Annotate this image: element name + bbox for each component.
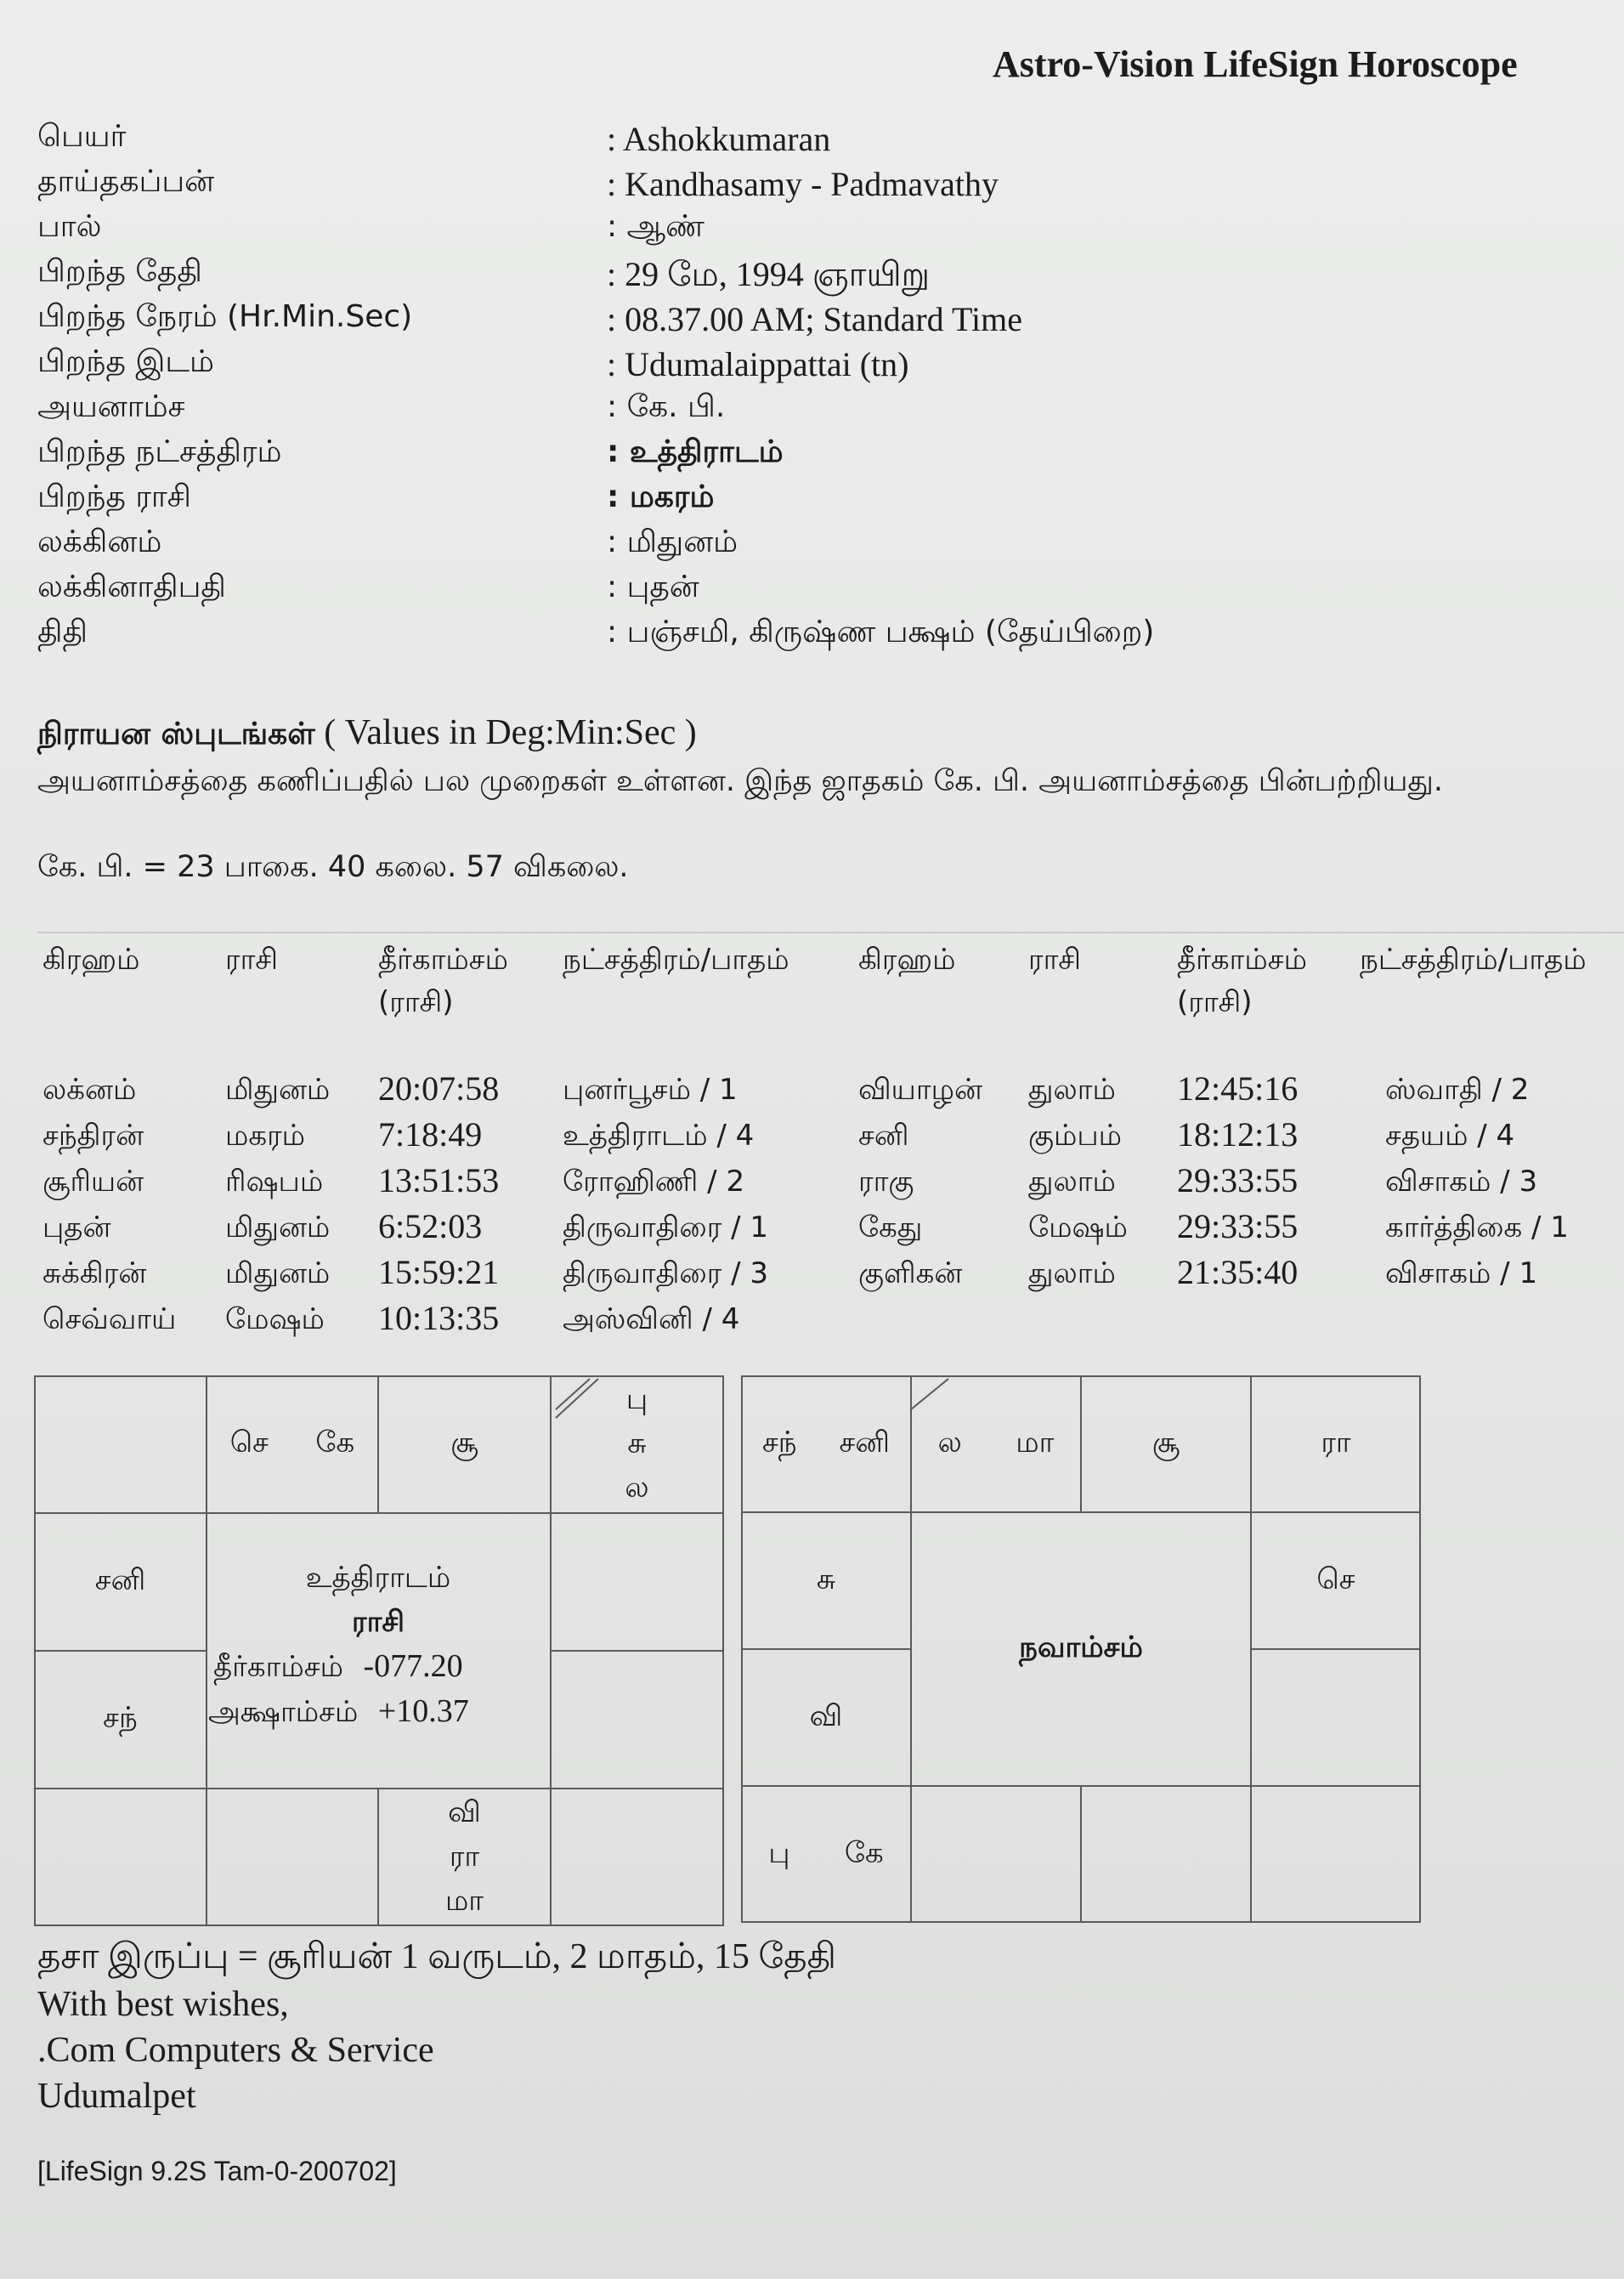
detail-ayanamsa: [37, 389, 1482, 434]
detail-birth-place: [37, 344, 1482, 389]
planet-abbr: சனி: [839, 1425, 891, 1460]
detail-birth-date: [37, 254, 1482, 299]
planet-abbr: மா: [1016, 1425, 1055, 1460]
navamsa-chart-center: [911, 1512, 1251, 1786]
planet-name: சனி: [858, 1119, 909, 1153]
planet-abbr: வி: [809, 1698, 843, 1733]
planet-star: சதயம் / 4: [1385, 1119, 1515, 1153]
col-header-longitude-label: தீர்காம்சம்: [1177, 943, 1307, 977]
detail-lagnam: [37, 524, 1482, 570]
planet-rasi: கும்பம்: [1028, 1119, 1123, 1153]
planet-rasi: மிதுனம்: [225, 1256, 331, 1290]
longitude-line: [208, 1644, 548, 1689]
center-title: ராசி: [352, 1605, 405, 1639]
planet-star: திருவாதிரை / 1: [563, 1210, 768, 1244]
kp-ayanamsa-value: கே. பி. = 23 பாகை. 40 கலை. 57 விகலை.: [37, 850, 629, 884]
detail-value: : 08.37.00 AM; Standard Time: [607, 300, 1022, 338]
detail-name: [37, 119, 1482, 164]
ayanamsa-intro: அயனாம்சத்தை கணிப்பதில் பல முறைகள் உள்ளன. இந்த ஜாதகம் கே. பி. அயனாம்சத்தை பின்பற்றியது.: [37, 764, 1444, 798]
detail-gender: [37, 209, 1482, 254]
planet-longitude: 20:07:58: [378, 1069, 500, 1108]
planet-longitude: 13:51:53: [378, 1161, 500, 1199]
detail-label: லக்கினம்: [37, 524, 162, 559]
detail-label: பிறந்த இடம்: [37, 344, 214, 379]
planet-longitude: 15:59:21: [378, 1253, 500, 1291]
planet-name: புதன்: [42, 1210, 111, 1244]
house-cancer: [1251, 1512, 1421, 1649]
detail-value: : ஆண்: [607, 209, 704, 244]
planet-abbr: பு: [768, 1835, 790, 1870]
planet-rasi: மிதுனம்: [225, 1073, 331, 1107]
detail-value: : Kandhasamy - Padmavathy: [607, 165, 999, 203]
planet-longitude: 18:12:13: [1177, 1115, 1299, 1154]
col-header-longitude-sub: (ராசி): [378, 985, 454, 1019]
detail-value: : 29 மே, 1994 ஞாயிறு: [607, 255, 931, 293]
detail-value: : கே. பி.: [607, 389, 726, 424]
planet-star: விசாகம் / 1: [1385, 1256, 1538, 1290]
planet-longitude: 29:33:55: [1177, 1207, 1299, 1245]
detail-parents: [37, 164, 1482, 209]
planet-rasi: துலாம்: [1028, 1165, 1116, 1199]
planet-abbr: செ: [229, 1426, 269, 1460]
planet-longitude: 6:52:03: [378, 1207, 483, 1245]
planet-rasi: ரிஷபம்: [225, 1165, 324, 1199]
planet-name: லக்னம்: [42, 1073, 137, 1107]
house-aries: [207, 1375, 378, 1513]
col-header-rasi: ராசி: [1028, 943, 1081, 977]
planet-star: ரோஹிணி / 2: [563, 1165, 745, 1199]
longitude-label: தீர்காம்சம்: [213, 1650, 343, 1684]
planet-name: சந்திரன்: [42, 1119, 144, 1153]
planet-abbr: சூ: [1152, 1425, 1180, 1460]
latitude-line: [208, 1689, 548, 1734]
detail-value: : பஞ்சமி, கிருஷ்ண பக்ஷம் (தேய்பிறை): [607, 615, 1155, 649]
planet-abbr: ரா: [1321, 1425, 1351, 1460]
planet-star: உத்திராடம் / 4: [563, 1119, 755, 1153]
planet-abbr: சனி: [94, 1563, 146, 1597]
section-heading-english: ( Values in Deg:Min:Sec ): [324, 713, 697, 752]
detail-value: : Ashokkumaran: [607, 120, 831, 158]
house-taurus: [1081, 1375, 1251, 1512]
planet-longitude: 7:18:49: [378, 1115, 483, 1154]
house-taurus: [378, 1375, 551, 1513]
planet-abbr: மா: [444, 1884, 484, 1918]
planet-longitude: 10:13:35: [378, 1299, 500, 1337]
planet-abbr: கே: [844, 1835, 884, 1870]
planet-rasi: மிதுனம்: [225, 1210, 331, 1244]
detail-label: பிறந்த நட்சத்திரம்: [37, 434, 282, 469]
dasa-text: தசா இருப்பு = சூரியன் 1 வருடம், 2 மாதம், 15 தேதி: [37, 1937, 837, 1976]
latitude-value: +10.37: [377, 1693, 469, 1729]
house-sagittarius: [741, 1786, 911, 1923]
company-place: Udumalpet: [37, 2077, 196, 2116]
col-header-star: நட்சத்திரம்/பாதம்: [563, 943, 789, 977]
planet-abbr: ரா: [449, 1840, 480, 1874]
planet-star: அஸ்வினி / 4: [563, 1302, 740, 1336]
planet-star: புனர்பூசம் / 1: [563, 1073, 738, 1107]
planet-longitude: 29:33:55: [1177, 1161, 1299, 1199]
detail-thithi: [37, 615, 1482, 660]
detail-value: : மிதுனம்: [607, 524, 738, 559]
planet-name: வியாழன்: [858, 1073, 982, 1107]
planet-star: ஸ்வாதி / 2: [1385, 1073, 1530, 1107]
col-header-longitude: [378, 938, 508, 1023]
planet-rasi: மேஷம்: [1028, 1210, 1128, 1244]
planet-abbr: செ: [1316, 1562, 1355, 1596]
detail-value: : புதன்: [607, 570, 699, 604]
planet-longitude: 12:45:16: [1177, 1069, 1299, 1108]
detail-label: தாய்தகப்பன்: [37, 164, 215, 199]
col-header-planet: கிரஹம்: [858, 943, 956, 977]
col-header-longitude-label: தீர்காம்சம்: [378, 943, 508, 977]
detail-label: பால்: [37, 209, 102, 244]
software-version: [LifeSign 9.2S Tam-0-200702]: [37, 2156, 397, 2186]
house-aries: [911, 1375, 1081, 1512]
planet-rasi: மகரம்: [225, 1119, 306, 1153]
house-capricorn: [741, 1649, 911, 1786]
planet-star: திருவாதிரை / 3: [563, 1256, 768, 1290]
planet-rasi: மேஷம்: [225, 1302, 325, 1336]
house-libra: [378, 1790, 551, 1926]
planet-abbr: சு: [816, 1562, 836, 1596]
detail-birth-time: [37, 299, 1482, 344]
planet-name: சுக்கிரன்: [42, 1256, 147, 1290]
detail-value: : உத்திராடம்: [607, 434, 784, 469]
company-name: .Com Computers & Service: [37, 2031, 434, 2070]
detail-label: பிறந்த தேதி: [37, 254, 202, 289]
detail-label: பிறந்த நேரம் (Hr.Min.Sec): [37, 299, 413, 334]
house-aquarius: [34, 1513, 207, 1651]
detail-value: : மகரம்: [607, 479, 715, 514]
planet-name: குளிகன்: [858, 1256, 963, 1290]
planet-abbr: சந்: [103, 1701, 138, 1735]
detail-lagna-lord: [37, 570, 1482, 615]
dasa-balance: [37, 1936, 836, 1981]
detail-birth-star: [37, 434, 1482, 479]
col-header-longitude: [1177, 938, 1307, 1023]
detail-label: திதி: [37, 615, 88, 649]
planet-rasi: துலாம்: [1028, 1073, 1116, 1107]
latitude-label: அக்ஷாம்சம்: [208, 1695, 359, 1729]
detail-value: : Udumalaippattai (tn): [607, 345, 909, 383]
detail-birth-rasi: [37, 479, 1482, 524]
birth-details: [37, 119, 1482, 660]
planet-name: கேது: [858, 1210, 923, 1244]
planet-abbr: சந்: [761, 1425, 797, 1460]
rasi-chart-center: [208, 1556, 548, 1734]
planet-rasi: துலாம்: [1028, 1256, 1116, 1290]
house-gemini: [1251, 1375, 1421, 1512]
section-heading-tamil: நிராயன ஸ்புடங்கள்: [37, 717, 315, 751]
center-star: உத்திராடம்: [305, 1561, 451, 1595]
planet-name: ராகு: [858, 1165, 914, 1199]
planet-abbr: வி: [448, 1795, 481, 1829]
planet-abbr: ல: [937, 1425, 962, 1460]
detail-label: அயனாம்ச: [37, 389, 185, 424]
table-divider: [37, 932, 1624, 933]
planet-name: செவ்வாய்: [42, 1302, 177, 1336]
navamsa-chart: [741, 1375, 1421, 1923]
wishes-text: With best wishes,: [37, 1985, 289, 2024]
section-heading: [37, 712, 697, 756]
planet-name: சூரியன்: [42, 1165, 144, 1199]
planet-abbr: கே: [315, 1426, 355, 1460]
col-header-star: நட்சத்திரம்/பாதம்: [1360, 943, 1587, 977]
detail-label: பிறந்த ராசி: [37, 479, 191, 514]
planet-abbr: சூ: [450, 1426, 478, 1460]
planet-longitude: 21:35:40: [1177, 1253, 1299, 1291]
detail-label: பெயர்: [37, 119, 127, 154]
col-header-planet: கிரஹம்: [42, 943, 140, 977]
longitude-value: -077.20: [363, 1648, 463, 1684]
planet-abbr: பு: [625, 1382, 648, 1416]
house-pisces: [741, 1375, 911, 1512]
house-capricorn: [34, 1651, 207, 1789]
planet-star: கார்த்திகை / 1: [1385, 1210, 1569, 1244]
col-header-rasi: ராசி: [225, 943, 278, 977]
document-title: Astro-Vision LifeSign Horoscope: [993, 43, 1518, 85]
detail-label: லக்கினாதிபதி: [37, 570, 226, 604]
planet-star: விசாகம் / 3: [1385, 1165, 1538, 1199]
planet-abbr: ல: [625, 1471, 649, 1505]
col-header-longitude-sub: (ராசி): [1177, 985, 1253, 1019]
center-title: நவாம்சம்: [1019, 1630, 1143, 1664]
rasi-chart: [34, 1375, 724, 1926]
house-aquarius: [741, 1512, 911, 1649]
planet-abbr: சு: [627, 1426, 647, 1460]
house-gemini: [551, 1377, 723, 1513]
